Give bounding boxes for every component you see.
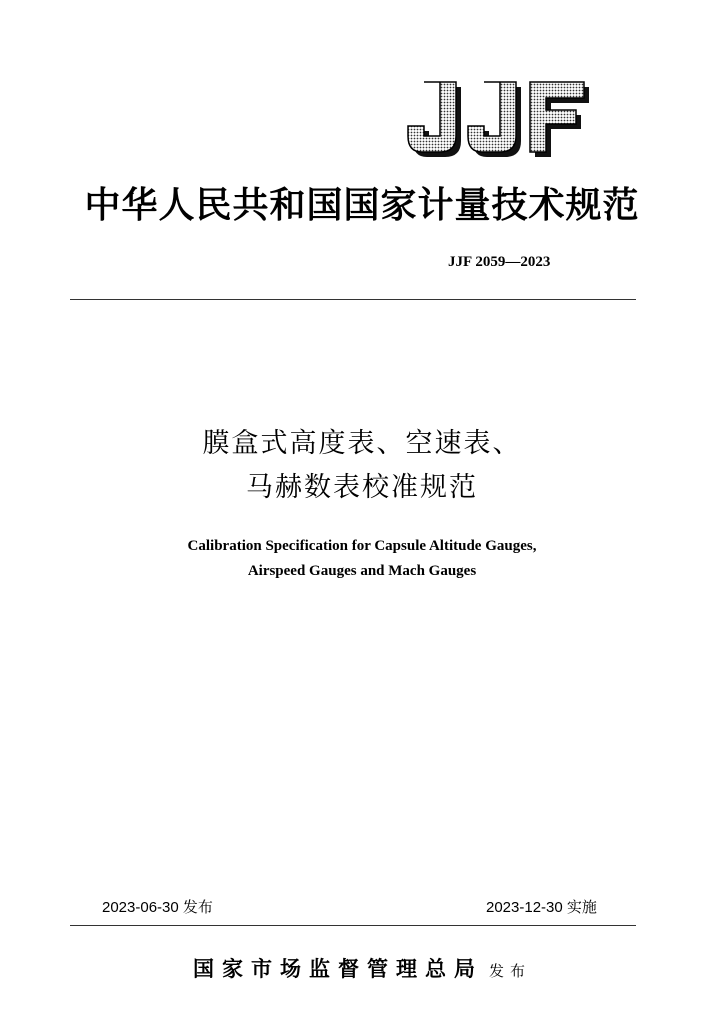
- cn-title-line-1: 膜盒式高度表、空速表、: [202, 428, 522, 459]
- issuing-authority: 国家市场监督管理总局: [192, 956, 483, 981]
- en-title-line-1: Calibration Specification for Capsule Altitude Gauges,: [187, 538, 537, 554]
- issuer-suffix: 发布: [488, 962, 531, 980]
- top-divider: [70, 299, 636, 300]
- en-title-line-2: Airspeed Gauges and Mach Gauges: [247, 563, 477, 579]
- cn-title-line-2: 马赫数表校准规范: [246, 472, 478, 503]
- standard-number: JJF 2059—2023: [448, 254, 551, 270]
- national-title: 中华人民共和国国家计量技术规范: [84, 184, 640, 226]
- issue-date: 2023-06-30 发布: [102, 899, 213, 916]
- bottom-divider: [70, 925, 636, 926]
- issuer-line: [0, 954, 724, 986]
- implementation-date: 2023-12-30 实施: [486, 899, 597, 916]
- jjf-logo: [404, 80, 592, 160]
